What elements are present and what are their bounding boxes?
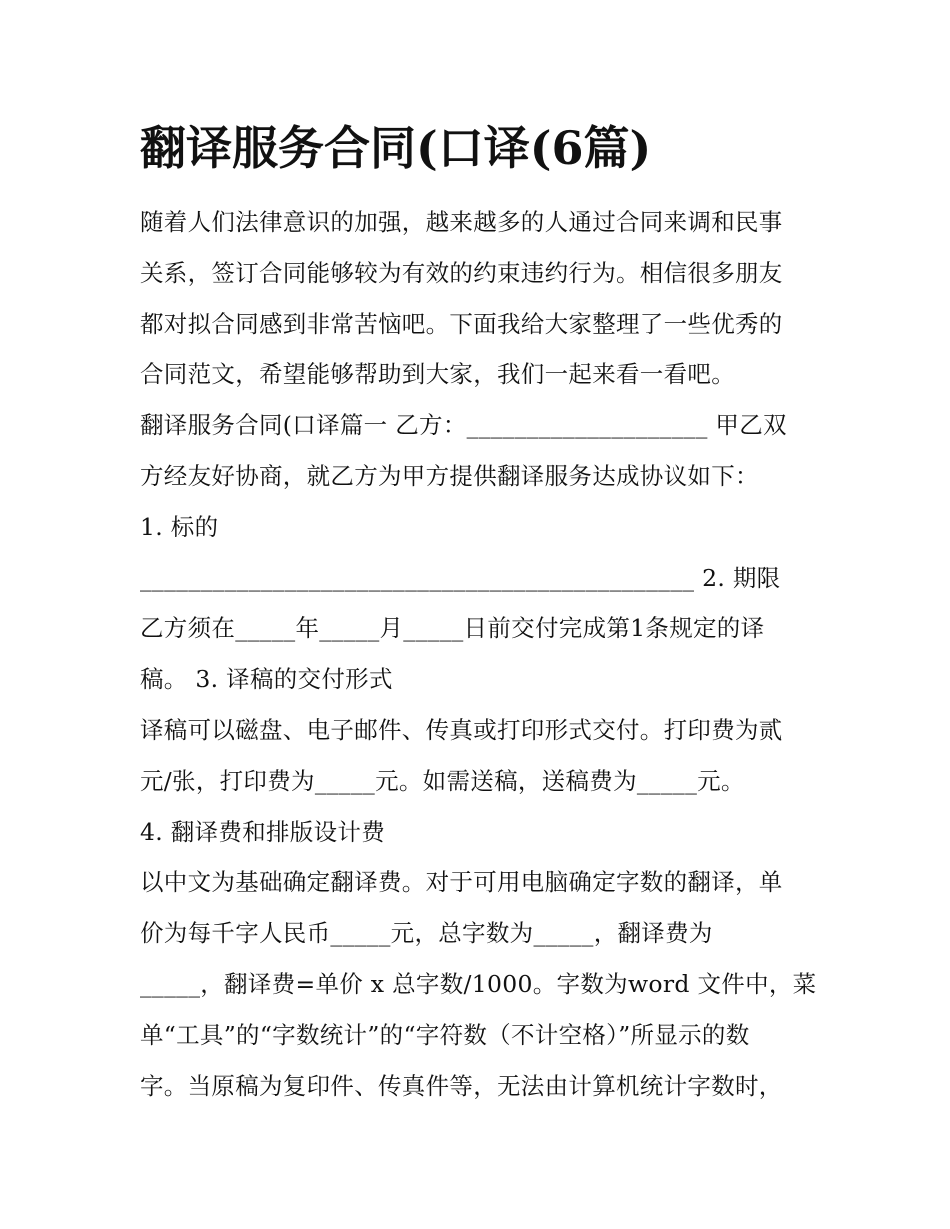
body-line: 稿。 3. 译稿的交付形式 bbox=[140, 665, 393, 694]
body-line: 字。当原稿为复印件、传真件等，无法由计算机统计字数时， bbox=[140, 1071, 783, 1100]
body-line: 价为每千字人民币_____元，总字数为_____，翻译费为 bbox=[140, 919, 713, 948]
body-line: 关系，签订合同能够较为有效的约束违约行为。相信很多朋友 bbox=[140, 258, 783, 287]
body-line: 元/张，打印费为_____元。如需送稿，送稿费为_____元。 bbox=[140, 766, 745, 795]
body-line: 乙方须在_____年_____月_____日前交付完成第1条规定的译 bbox=[140, 614, 765, 643]
body-line: 翻译服务合同(口译篇一 乙方：____________________ 甲乙双 bbox=[140, 411, 787, 440]
body-line: 方经友好协商，就乙方为甲方提供翻译服务达成协议如下： bbox=[140, 462, 759, 490]
body-line: 译稿可以磁盘、电子邮件、传真或打印形式交付。打印费为贰 bbox=[140, 716, 783, 744]
body-line: 随着人们法律意识的加强，越来越多的人通过合同来调和民事 bbox=[140, 208, 783, 236]
body-line: 合同范文，希望能够帮助到大家，我们一起来看一看吧。 bbox=[140, 360, 735, 389]
document-title: 翻译服务合同(口译(6篇) bbox=[140, 121, 652, 175]
body-line: _____，翻译费=单价 x 总字数/1000。字数为word 文件中，菜 bbox=[140, 970, 817, 998]
body-line: 1. 标的 bbox=[140, 512, 219, 541]
body-line: 都对拟合同感到非常苦恼吧。下面我给大家整理了一些优秀的 bbox=[140, 309, 783, 338]
body-line: 单“工具”的“字数统计”的“字符数（不计空格）”所显示的数 bbox=[140, 1020, 750, 1049]
body-line: 4. 翻译费和排版设计费 bbox=[140, 817, 385, 846]
body-line: ______________________________________________ 2. 期限 bbox=[140, 563, 781, 592]
body-line: 以中文为基础确定翻译费。对于可用电脑确定字数的翻译，单 bbox=[140, 868, 783, 897]
